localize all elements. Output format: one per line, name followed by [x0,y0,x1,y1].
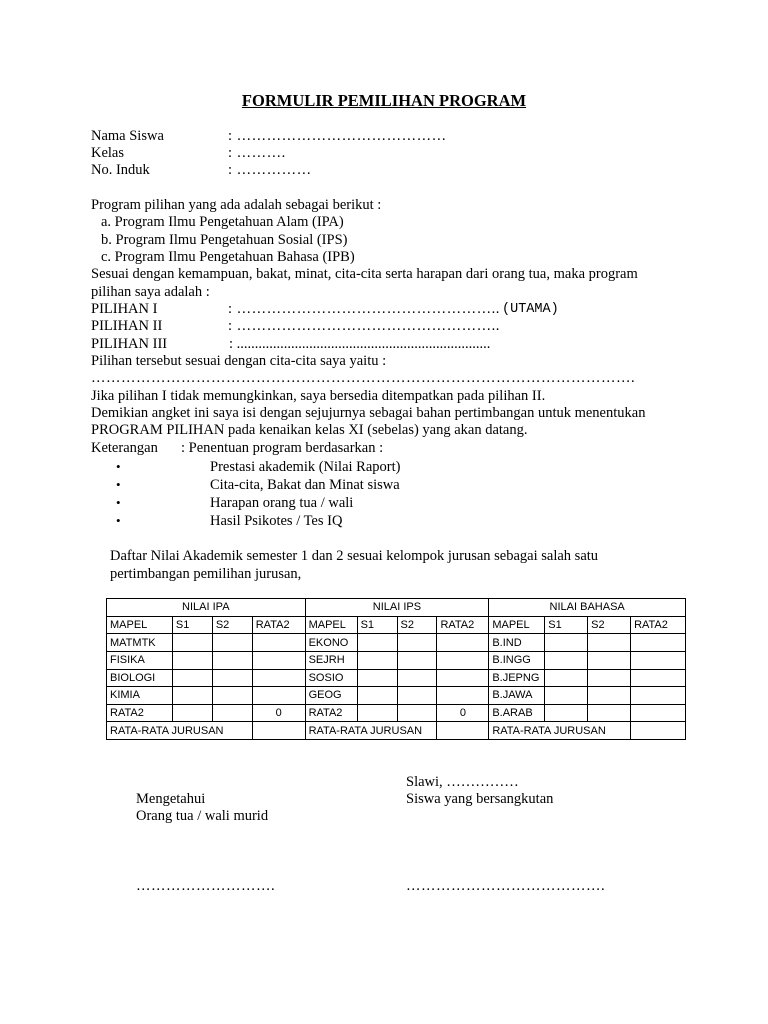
table-cell[interactable] [252,651,305,669]
subject-cell: RATA2 [305,704,357,722]
subject-cell: B.IND [489,634,545,652]
table-cell[interactable] [545,651,588,669]
pilihan-3-field[interactable]: : ...................................................................... [229,336,491,352]
pilihan-3-label: PILIHAN III [91,336,168,352]
table-cell[interactable] [631,651,686,669]
table-cell[interactable] [172,704,212,722]
footer-label-ipa: RATA-RATA JURUSAN [107,722,253,740]
table-cell[interactable] [437,634,489,652]
aspiration-field[interactable]: ………………………………………………………………………………………………. [91,370,636,386]
daftar-line-2: pertimbangan pemilihan jurusan, [110,566,302,582]
student-signature-line[interactable]: …………………………………. [406,878,606,894]
parent-label: Orang tua / wali murid [136,808,269,824]
criteria-item: Prestasi akademik (Nilai Raport) [210,459,401,475]
keterangan-text: : Penentuan program berdasarkan : [181,440,384,456]
subject-cell: RATA2 [107,704,173,722]
group-header-ipa: NILAI IPA [107,599,306,617]
statement-line-1: Sesuai dengan kemampuan, bakat, minat, cita-cita serta harapan dari orang tua, maka program [91,266,638,282]
table-cell[interactable] [252,634,305,652]
table-cell[interactable]: 0 [252,704,305,722]
aspiration-label: Pilihan tersebut sesuai dengan cita-cita saya yaitu : [91,353,387,369]
subject-cell: KIMIA [107,687,173,705]
subject-cell: BIOLOGI [107,669,173,687]
group-header-bahasa: NILAI BAHASA [489,599,686,617]
table-cell[interactable] [357,669,397,687]
table-cell[interactable] [631,704,686,722]
table-row [107,669,686,687]
bullet-icon: • [116,495,121,510]
column-header: S2 [212,616,252,634]
criteria-item: Hasil Psikotes / Tes IQ [210,513,343,529]
column-header: S1 [357,616,397,634]
table-cell[interactable] [172,669,212,687]
table-cell[interactable] [357,634,397,652]
bullet-icon: • [116,459,121,474]
table-cell[interactable] [545,669,588,687]
table-cell[interactable] [588,687,631,705]
place-date[interactable]: Slawi, …………… [406,774,519,790]
table-cell[interactable] [212,669,252,687]
table-cell[interactable] [437,669,489,687]
program-ipb: c. Program Ilmu Pengetahuan Bahasa (IPB) [101,249,355,265]
column-header: MAPEL [305,616,357,634]
table-cell[interactable] [212,704,252,722]
table-cell[interactable] [252,687,305,705]
subject-cell: SOSIO [305,669,357,687]
program-intro: Program pilihan yang ada adalah sebagai berikut : [91,197,382,213]
table-cell[interactable] [357,687,397,705]
table-row [107,704,686,722]
page-title: FORMULIR PEMILIHAN PROGRAM [241,91,527,110]
table-footer-row [107,722,686,740]
daftar-line-1: Daftar Nilai Akademik semester 1 dan 2 sesuai kelompok jurusan sebagai salah satu [110,548,599,564]
table-cell[interactable] [588,651,631,669]
table-cell[interactable] [172,687,212,705]
student-label: Siswa yang bersangkutan [406,791,554,807]
table-cell[interactable] [588,634,631,652]
subject-cell: FISIKA [107,651,173,669]
group-header-ips: NILAI IPS [305,599,489,617]
column-header: S2 [397,616,437,634]
column-header: S1 [172,616,212,634]
table-cell[interactable] [397,687,437,705]
nama-siswa-field[interactable]: : …………………………………… [228,128,447,144]
statement-line-2: pilihan saya adalah : [91,284,210,300]
column-header: S1 [545,616,588,634]
footer-label-ips: RATA-RATA JURUSAN [305,722,437,740]
kelas-label: Kelas [91,145,125,161]
table-cell[interactable] [631,722,686,740]
keterangan-label: Keterangan [91,440,158,456]
table-cell[interactable] [172,634,212,652]
subject-cell: MATMTK [107,634,173,652]
no-induk-label: No. Induk [91,162,150,178]
table-cell[interactable] [397,634,437,652]
pilihan-1-label: PILIHAN I [91,301,158,317]
bullet-icon: • [116,513,121,528]
table-group-header-row [107,599,686,617]
table-row [107,651,686,669]
table-cell[interactable] [212,634,252,652]
table-cell[interactable] [545,634,588,652]
pilihan-2-field[interactable]: : …………………………………………….. [228,318,500,334]
subject-cell: B.JAWA [489,687,545,705]
subject-cell: B.JEPNG [489,669,545,687]
criteria-item: Harapan orang tua / wali [210,495,354,511]
grades-table [106,598,686,740]
paragraph-line-1: Jika pilihan I tidak memungkinkan, saya bersedia ditempatkan pada pilihan II. [91,388,546,404]
table-cell[interactable] [212,687,252,705]
table-cell[interactable] [252,722,305,740]
table-cell[interactable] [357,651,397,669]
subject-cell: B.INGG [489,651,545,669]
subject-cell: EKONO [305,634,357,652]
mengetahui-label: Mengetahui [136,791,206,807]
pilihan-2-label: PILIHAN II [91,318,163,334]
table-row [107,687,686,705]
table-cell[interactable] [172,651,212,669]
pilihan-1-note: (UTAMA) [502,302,559,317]
table-row [107,634,686,652]
kelas-field[interactable]: : ………. [228,145,286,161]
column-header: RATA2 [631,616,686,634]
program-ips: b. Program Ilmu Pengetahuan Sosial (IPS) [101,232,348,248]
table-cell[interactable] [545,687,588,705]
paragraph-line-3: PROGRAM PILIHAN pada kenaikan kelas XI (sebelas) yang akan datang. [91,422,528,438]
footer-label-bahasa: RATA-RATA JURUSAN [489,722,631,740]
table-cell[interactable] [397,669,437,687]
pilihan-1-field[interactable]: : …………………………………………….. [228,301,500,317]
table-cell[interactable] [588,704,631,722]
table-cell[interactable] [545,704,588,722]
column-header: S2 [588,616,631,634]
table-cell[interactable]: 0 [437,704,489,722]
no-induk-field[interactable]: : …………… [228,162,312,178]
table-cell[interactable] [437,687,489,705]
subject-cell: B.ARAB [489,704,545,722]
table-cell[interactable] [212,651,252,669]
table-cell[interactable] [588,669,631,687]
table-cell[interactable] [437,651,489,669]
table-column-header-row [107,616,686,634]
column-header: RATA2 [437,616,489,634]
table-cell[interactable] [252,669,305,687]
table-cell[interactable] [397,704,437,722]
table-cell[interactable] [631,687,686,705]
column-header: RATA2 [252,616,305,634]
table-cell[interactable] [631,634,686,652]
table-cell[interactable] [397,651,437,669]
column-header: MAPEL [489,616,545,634]
paragraph-line-2: Demikian angket ini saya isi dengan sejujurnya sebagai bahan pertimbangan untuk menentukan [91,405,646,421]
nama-siswa-label: Nama Siswa [91,128,164,144]
program-ipa: a. Program Ilmu Pengetahuan Alam (IPA) [101,214,344,230]
subject-cell: GEOG [305,687,357,705]
parent-signature-line[interactable]: ………………………. [136,878,276,894]
column-header: MAPEL [107,616,173,634]
bullet-icon: • [116,477,121,492]
table-cell[interactable] [437,722,489,740]
table-cell[interactable] [631,669,686,687]
table-cell[interactable] [357,704,397,722]
criteria-item: Cita-cita, Bakat dan Minat siswa [210,477,400,493]
subject-cell: SEJRH [305,651,357,669]
